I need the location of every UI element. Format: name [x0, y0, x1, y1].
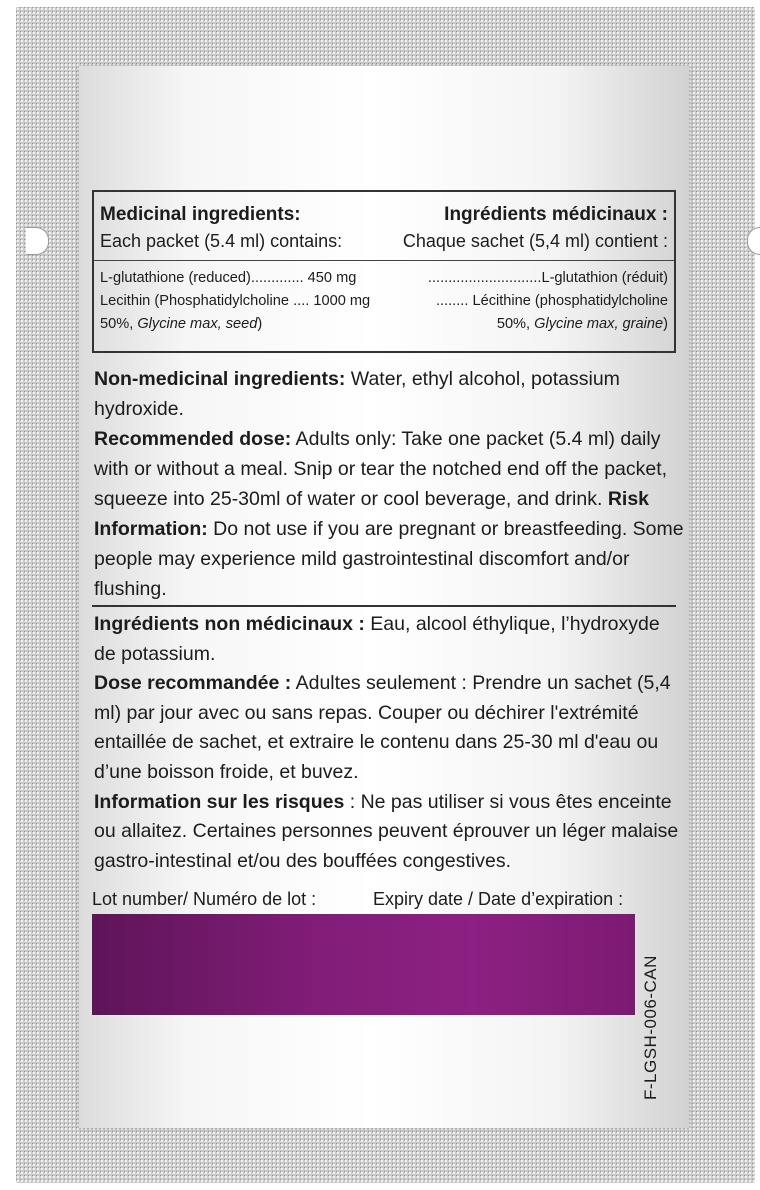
source-close-en: )	[257, 316, 263, 332]
source-percent-fr: 50%,	[496, 316, 535, 332]
source-percent-en: 50%,	[100, 316, 138, 332]
product-code: F-LGSH-006-CAN	[641, 955, 660, 1100]
nonmed-label-fr: Ingrédients non médicinaux :	[94, 613, 365, 635]
ingredient-right: ........ Lécithine (phosphatidylcholine	[435, 293, 668, 309]
tear-notch-right	[747, 227, 760, 255]
medicinal-ingredients-box	[92, 190, 676, 353]
lot-number-label: Lot number/ Numéro de lot :	[92, 889, 317, 909]
ingredient-row-lecithin	[100, 290, 668, 313]
ingredient-row-glutathione	[100, 267, 668, 290]
ingredient-left: L-glutathione (reduced)............. 450 mg	[100, 270, 357, 286]
nonmed-label-en: Non-medicinal ingredients:	[94, 368, 346, 390]
source-species-en: Glycine max, seed	[137, 316, 258, 332]
ingredient-row-lecithin-source	[100, 313, 668, 336]
language-divider	[92, 605, 676, 607]
dose-text-fr: Adultes seulement : Prendre un sachet (5,4 ml) par jour avec ou sans repas. Couper ou déchirer l'extrémité entaillée de sachet, et extraire le contenu dans 25-30 ml d'eau ou d’une boisson froide, et buvez.	[94, 672, 671, 783]
packet-contains-en: Each packet (5.4 ml) contains:	[100, 231, 343, 251]
medicinal-heading-en: Medicinal ingredients:	[100, 204, 301, 225]
source-species-fr: Glycine max, graine	[534, 316, 664, 332]
box-divider	[94, 260, 674, 261]
packet-contains-fr: Chaque sachet (5,4 ml) contient :	[402, 231, 668, 251]
risk-label-en: Risk Information:	[94, 488, 650, 540]
source-close-fr: )	[663, 316, 668, 332]
ingredient-right: ............................L-glutathion (réduit)	[427, 270, 668, 286]
nonmed-text-fr: Eau, alcool éthylique, l’hydroxyde de potassium.	[94, 613, 660, 665]
ingredient-left: Lecithin (Phosphatidylcholine .... 1000 mg	[100, 293, 371, 309]
ingredient-rows	[100, 267, 668, 336]
nonmed-text-en: Water, ethyl alcohol, potassium hydroxide.	[94, 368, 620, 420]
dose-text-en: Adults only: Take one packet (5.4 ml) daily with or without a meal. Snip or tear the notched end off the packet, squeeze into 25-30ml of water or cool beverage, and drink.	[94, 428, 668, 510]
ingredient-left	[100, 313, 262, 336]
lot-expiry-print-area	[92, 914, 635, 1015]
box-header	[100, 202, 668, 254]
expiry-date-label: Expiry date / Date d’expiration :	[373, 889, 624, 909]
dose-label-fr: Dose recommandée :	[94, 672, 292, 695]
medicinal-heading-fr: Ingrédients médicinaux :	[444, 204, 668, 225]
dose-label-en: Recommended dose:	[94, 428, 292, 450]
risk-text-en: Do not use if you are pregnant or breastfeeding. Some people may experience mild gastrointestinal discomfort and/or flushing.	[94, 518, 684, 600]
english-directions	[94, 364, 684, 604]
tear-notch-left	[26, 227, 49, 255]
risk-label-fr: Information sur les risques	[94, 790, 345, 813]
french-directions	[94, 610, 684, 876]
risk-text-fr: : Ne pas utiliser si vous êtes enceinte ou allaitez. Certaines personnes peuvent éprouver un léger malaise gastro-intestinal et/ou des bouffées congestives.	[94, 790, 679, 872]
ingredient-right	[497, 313, 668, 336]
